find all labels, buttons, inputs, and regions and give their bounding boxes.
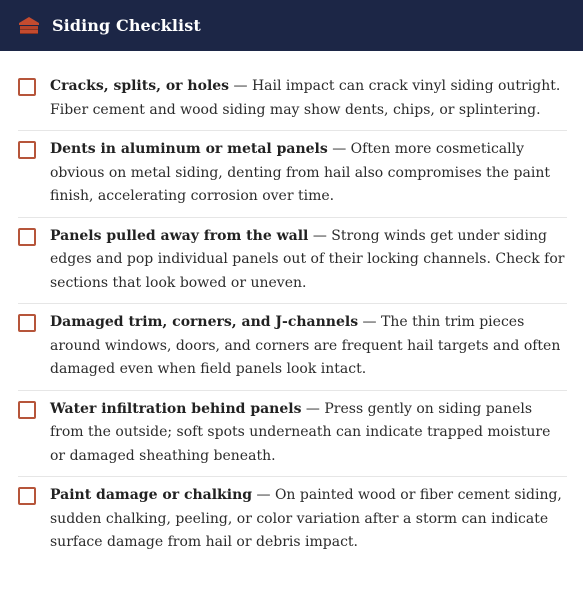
checklist-item [18,73,567,131]
item-text [50,225,567,296]
checklist-item [18,391,567,478]
item-description: Strong winds get under siding edges and pop individual panels out of their locking channels. Check for sections that look bowed or uneven. [50,227,565,291]
checklist-item [18,218,567,305]
item-description: Hail impact can crack vinyl siding outright. Fiber cement and wood siding may show dents, chips, or splintering. [50,78,561,118]
item-label: Cracks, splits, or holes [50,78,230,94]
item-label: Damaged trim, corners, and J-channels [50,314,359,330]
item-description: The thin trim pieces around windows, doors, and corners are frequent hail targets and often damaged even when field panels look intact. [50,314,561,377]
checklist-item [18,131,567,218]
item-text [50,311,567,382]
item-label: Panels pulled away from the wall [50,227,309,244]
checkbox[interactable] [18,78,36,96]
siding-icon [18,16,40,36]
checkbox[interactable] [18,228,36,246]
item-separator: — [301,400,325,417]
item-label: Paint damage or chalking [50,487,253,503]
item-label: Water infiltration behind panels [50,400,302,417]
item-text [50,484,567,555]
item-description: On painted wood or fiber cement siding, sudden chalking, peeling, or color variation after a storm can indicate surface damage from hail or debris impact. [50,487,562,550]
checkbox[interactable] [18,487,36,505]
item-separator: — [308,227,332,244]
item-description: Often more cosmetically obvious on metal siding, denting from hail also compromises the paint finish, accelerating corrosion over time. [50,141,550,204]
item-description: Press gently on siding panels from the outside; soft spots underneath can indicate trapped moisture or damaged sheathing beneath. [50,400,551,464]
item-text [50,138,567,209]
item-separator: — [252,487,275,503]
item-separator: — [229,78,252,94]
item-text [50,75,567,122]
item-separator: — [358,314,382,330]
item-text [50,398,567,469]
checklist-item [18,477,567,563]
checklist-item [18,304,567,391]
item-separator: — [327,141,351,157]
page-title: Siding Checklist [52,16,201,35]
item-label: Dents in aluminum or metal panels [50,141,328,157]
checkbox[interactable] [18,401,36,419]
checklist [0,51,583,563]
checkbox[interactable] [18,314,36,332]
checkbox[interactable] [18,141,36,159]
checklist-header [0,0,583,51]
